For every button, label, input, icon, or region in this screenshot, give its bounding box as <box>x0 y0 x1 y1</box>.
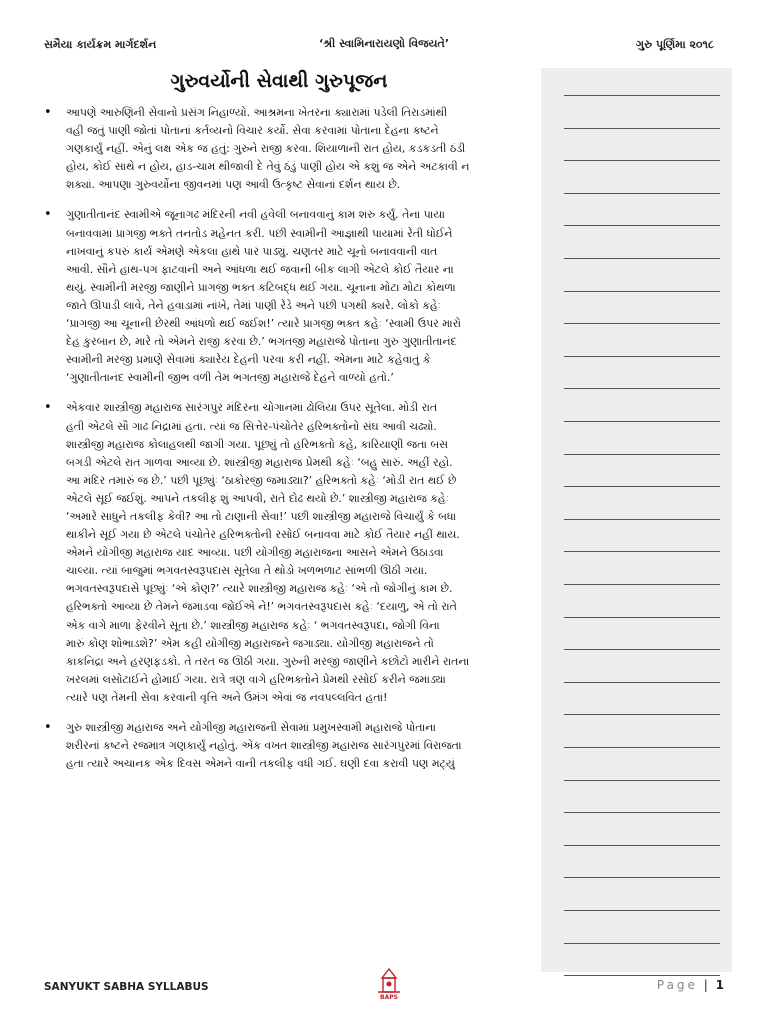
content-body <box>44 104 528 785</box>
paragraph-line: શક્યાં. આપણા ગુરુવર્યોના જીવનમાં પણ આવી ઉત્કૃષ્ટ સેવાનાં દર્શન થાય છે. <box>66 178 401 192</box>
page-separator: | <box>703 978 708 992</box>
paragraph-line: ખરલમાં લસોટાઈને હોમાઈ ગયા. રાત્રે ત્રણ વાગે હરિભક્તોને પ્રેમથી રસોઈ કરીને જમાડ્યા <box>66 672 446 686</box>
bullet-paragraph <box>44 206 528 387</box>
paragraph-line: મારું કોણ શોભાડશે?’ એમ કહી યોગીજી મહારાજને જગાડ્યા. યોગીજી મહારાજને તો <box>66 636 434 650</box>
note-line <box>564 910 720 911</box>
bullet-paragraph <box>44 719 528 773</box>
note-line <box>564 421 720 422</box>
note-line <box>564 845 720 846</box>
header-occasion: ગુરુ પૂર્ણિમા ૨૦૧૮ <box>636 38 714 51</box>
paragraph-line: આવી. સૌને હાથ-પગ ફાટવાની અને આંધળા થઈ જવાની બીક લાગી એટલે કોઈ તૈયાર ના <box>66 262 454 276</box>
note-line <box>564 160 720 161</box>
paragraph-line: ગુરુ શાસ્ત્રીજી મહારાજ અને યોગીજી મહારાજની સેવામાં પ્રમુખસ્વામી મહારાજે પોતાના <box>66 721 436 734</box>
note-line <box>564 486 720 487</box>
note-line <box>564 258 720 259</box>
note-line <box>564 943 720 944</box>
paragraph-line: દેહ કુરબાન છે, મારે તો એમને રાજી કરવા છે.’ ભગતજી મહારાજે પોતાના ગુરુ ગુણાતીતાનંદ <box>66 335 457 349</box>
note-line <box>564 877 720 878</box>
header-section-title: સમૈયા કાર્યક્રમ માર્ગદર્શન <box>44 38 157 51</box>
paragraph-line: હતી એટલે સૌ ગાઢ નિદ્રામાં હતા. ત્યાં જ સિત્તેર-પંચોતેર હરિભક્તોનો સંઘ આવી ચઢ્યો. <box>66 419 437 433</box>
paragraph-line: સ્વામીની મરજી પ્રમાણે સેવામાં ક્યારેય દેહની પરવા કરી નહીં. એમના માટે કહેવાતું કે <box>66 353 431 367</box>
paragraph-text <box>66 206 528 387</box>
paragraph-line: નાખવાનું કપરું કાર્ય એમણે એકલા હાથે પાર પાડ્યું. ચણતર માટે ચૂનો બનાવવાની વાત <box>66 244 438 258</box>
note-line <box>564 95 720 96</box>
paragraph-line: એમને યોગીજી મહારાજ યાદ આવ્યા. પછી યોગીજી મહારાજના આસને એમને ઉઠાડવા <box>66 546 444 560</box>
note-line <box>564 551 720 552</box>
note-line <box>564 617 720 618</box>
page-number-block <box>657 978 724 992</box>
paragraph-line: હોય, કોઈ સાથે ન હોય, હાડ-ચામ થીજાવી દે તેવું ઠંડું પાણી હોય એ કશું જ એને અટકાવી ન <box>66 160 470 174</box>
bullet-paragraph <box>44 399 528 707</box>
note-line <box>564 747 720 748</box>
bullet-icon: • <box>44 400 52 416</box>
footer-syllabus-label: SANYUKT SABHA SYLLABUS <box>44 981 209 993</box>
paragraph-line: હતા ત્યારે અચાનક એક દિવસ એમને વાની તકલીફ વધી ગઈ. ઘણી દવા કરાવી પણ મટ્યું <box>66 757 455 771</box>
paragraph-line: એટલે સૂઈ જઈશું. આપને તકલીફ શું આપવી, રાતે દોઢ થયો છે.’ શાસ્ત્રીજી મહારાજ કહેઃ <box>66 491 449 505</box>
paragraph-line: વહી જતું પાણી જોતાં પોતાનાં કર્તવ્યનો વિચાર કર્યો. સેવા કરવામાં પોતાના દેહના કષ્ટને <box>66 124 439 138</box>
paragraph-line: કાકનિદ્રા અને હરણફડકો. તે તરત જ ઊઠી ગયા. ગુરુની મરજી જાણીને કછોટો મારીને રાતના <box>66 654 470 668</box>
note-line <box>564 356 720 357</box>
header-motto: ‘શ્રી સ્વામિનારાયણો વિજયતે’ <box>318 37 450 50</box>
paragraph-line: ‘ગુણાતીતાનંદ સ્વામીની જીભ વળી તેમ ભગતજી મહારાજે દેહને વાળ્યો હતો.’ <box>66 371 394 385</box>
paragraph-line: થાકીને સૂઈ ગયા છે એટલે પંચોતેર હરિભક્તોની રસોઈ બનાવવા માટે કોઈ તૈયાર નહીં થાય. <box>66 528 460 542</box>
paragraph-line: બગડી એટલે રાત ગાળવા આવ્યા છે. શાસ્ત્રીજી મહારાજ પ્રેમથી કહેઃ ‘બહુ સારું. અહીં રહો. <box>66 455 453 469</box>
page-number: 1 <box>715 978 724 992</box>
paragraph-line: ત્યારે પણ તેમની સેવા કરવાની વૃત્તિ અને ઉમંગ એવાં જ નવપલ્લવિત હતાં! <box>66 690 388 704</box>
paragraph-line: શાસ્ત્રીજી મહારાજ કોલાહલથી જાગી ગયા. પૂછ્યું તો હરિભક્તો કહે, કારિયાણી જતા બસ <box>66 437 448 451</box>
note-line <box>564 193 720 194</box>
note-line <box>564 454 720 455</box>
paragraph-line: ‘અમારે સાધુને તકલીફ કેવી? આ તો ટાણાની સેવા!’ પછી શાસ્ત્રીજી મહારાજે વિચાર્યું કે બધા <box>66 509 457 523</box>
note-line <box>564 291 720 292</box>
paragraph-line: ગણકાર્યું નહીં. એનું લક્ષ એક જ હતું: ગુરુને રાજી કરવા. શિયાળાની રાત હોય, કડકડતી ઠંડી <box>66 142 466 156</box>
note-line <box>564 519 720 520</box>
paragraph-line: એક વાગે માળા ફેરવીને સૂતા છે.’ શાસ્ત્રીજી મહારાજ કહેઃ ‘ ભગવતસ્વરૂપદા, જોગી વિના <box>66 618 440 632</box>
paragraph-line: ‘પ્રાગજી આ ચૂનાની છેરથી આંધળો થઈ જઈશ!’ ત્યારે પ્રાગજી ભક્ત કહેઃ ‘સ્વામી ઉપર મારો <box>66 317 461 331</box>
paragraph-text <box>66 104 528 194</box>
logo-emblem-icon <box>374 966 404 994</box>
logo-text: BAPS <box>380 994 398 1001</box>
bullet-paragraph <box>44 104 528 194</box>
baps-logo <box>374 966 404 1004</box>
paragraph-line: થયું. સ્વામીની મરજી જાણીને પ્રાગજી ભક્ત કટિબદ્ધ થઈ ગયા. ચૂનાના મોટા મોટા કોથળા <box>66 280 456 294</box>
note-line <box>564 682 720 683</box>
paragraph-line: આ મંદિર તમારું જ છે.’ પછી પૂછ્યુંઃ ‘ઠાકોરજી જમાડ્યા?’ હરિભક્તો કહેઃ ‘મોડી રાત થઈ છે <box>66 473 457 487</box>
notes-panel <box>541 68 732 972</box>
note-line <box>564 812 720 813</box>
note-line <box>564 780 720 781</box>
paragraph-line: ગુણાતીતાનંદ સ્વામીએ જૂનાગઢ મંદિરની નવી હવેલી બનાવવાનું કામ શરુ કર્યું. તેના પાયા <box>66 208 445 222</box>
paragraph-line: એકવાર શાસ્ત્રીજી મહારાજ સારંગપુર મંદિરના ચોગાનમાં ઢોલિયા ઉપર સૂતેલા. મોડી રાત <box>66 401 438 415</box>
note-line <box>564 225 720 226</box>
note-line <box>564 584 720 585</box>
page-label: Page <box>656 978 698 992</box>
paragraph-line: ચાલ્યા. ત્યાં બાજુમાં ભગવતસ્વરૂપદાસ સૂતેલા તે થોડો ખળભળાટ સાંભળી ઊઠી ગયા. <box>66 564 428 578</box>
paragraph-line: હરિભક્તો આવ્યા છે તેમને જમાડવા જોઈએ ને!’ ભગવતસ્વરૂપદાસ કહેઃ ‘દયાળુ, એ તો રાતે <box>66 600 457 614</box>
paragraph-line: ભગવતસ્વરૂપદાસે પૂછ્યુંઃ ‘એ કોણ?’ ત્યારે શાસ્ત્રીજી મહારાજ કહેઃ ‘એ તો જોગીનું કામ છે. <box>66 582 453 596</box>
paragraph-text <box>66 399 528 707</box>
note-line <box>564 128 720 129</box>
note-line <box>564 388 720 389</box>
paragraph-line: શરીરનાં કષ્ટને રજમાત્ર ગણકાર્યું નહોતું. એક વખત શાસ્ત્રીજી મહારાજ સારંગપુરમાં વિરાજતા <box>66 739 462 753</box>
paragraph-line: જાતે ઊપાડી લાવે, તેને હવાડામાં નાંખે, તેમાં પાણી રેડે અને પછી પગથી ક્યરે. લોકો કહેઃ <box>66 298 441 312</box>
page-title: ગુરુવર્યોની સેવાથી ગુરુપૂજન <box>170 70 388 92</box>
bullet-icon: • <box>44 105 52 120</box>
note-line <box>564 649 720 650</box>
paragraph-line: આપણે આરુણિની સેવાનો પ્રસંગ નિહાળ્યો. આશ્રમના ખેતરના ક્યારામાં પડેલી તિરાડમાંથી <box>66 106 448 119</box>
note-line <box>564 323 720 324</box>
paragraph-text <box>66 719 528 773</box>
bullet-icon: • <box>44 207 52 223</box>
paragraph-line: બનાવવામાં પ્રાગજી ભક્તે તનતોડ મહેનત કરી. પછી સ્વામીની આજ્ઞાથી પાયામાં રેતી ધોઈને <box>66 226 453 240</box>
note-line <box>564 714 720 715</box>
bullet-icon: • <box>44 720 52 735</box>
note-line <box>564 975 720 976</box>
